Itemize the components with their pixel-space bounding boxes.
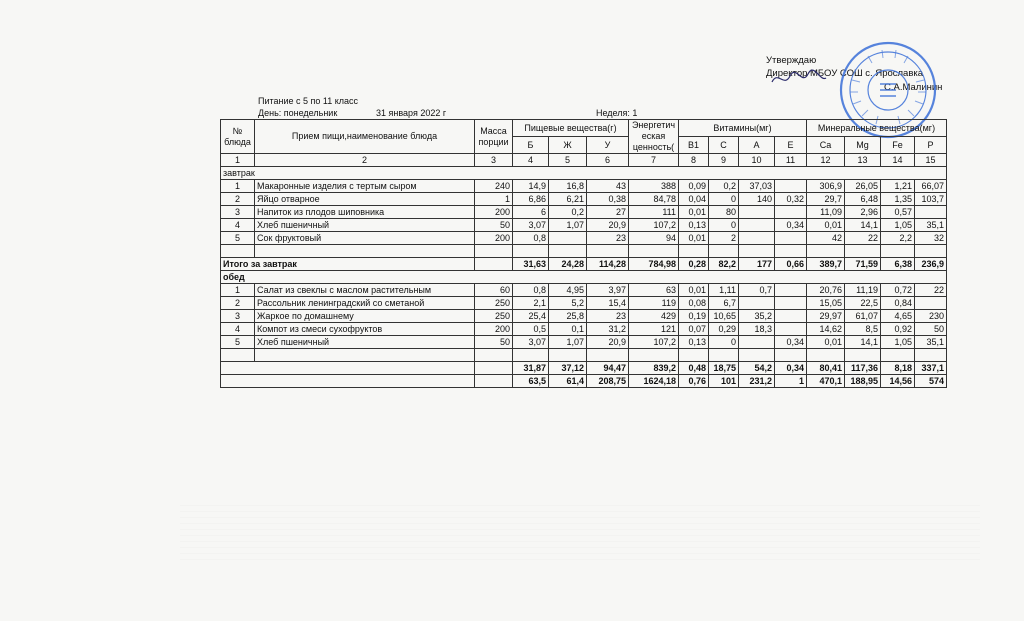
dish-cell [775,310,807,323]
dish-cell [915,206,947,219]
dish-cell: Сок фруктовый [255,232,475,245]
total-cell: 0,34 [775,362,807,375]
dish-cell: 107,2 [629,336,679,349]
dish-cell: 6 [513,206,549,219]
dish-cell: 0,8 [513,284,549,297]
column-number-cell: 1 [221,154,255,167]
total-cell: 1 [775,375,807,388]
dish-cell: Салат из свеклы с маслом растительным [255,284,475,297]
blank-cell [739,349,775,362]
dish-cell: 43 [587,180,629,193]
total-cell: 31,63 [513,258,549,271]
column-number-cell: 2 [255,154,475,167]
total-cell: 177 [739,258,775,271]
blank-row [221,349,947,362]
total-cell: 1624,18 [629,375,679,388]
dish-cell: 20,9 [587,219,629,232]
dish-cell: 16,8 [549,180,587,193]
col-header-p: P [915,137,947,154]
dish-cell: 50 [915,323,947,336]
col-header-mass: Масса порции [475,120,513,154]
column-number-cell: 13 [845,154,881,167]
dish-cell: 6,48 [845,193,881,206]
class-range-label: Питание с 5 по 11 класс [258,96,359,106]
dish-row [221,232,947,245]
total-row [221,258,947,271]
dish-cell: 0,2 [709,180,739,193]
dish-cell: 306,9 [807,180,845,193]
dish-cell: 1 [221,284,255,297]
dish-cell: 388 [629,180,679,193]
dish-cell: Жаркое по домашнему [255,310,475,323]
dish-cell: 0,84 [881,297,915,310]
dish-cell: 0,38 [587,193,629,206]
dish-cell: 63 [629,284,679,297]
total-cell: 80,41 [807,362,845,375]
col-header-e: E [775,137,807,154]
total-cell: 101 [709,375,739,388]
dish-row [221,206,947,219]
dish-cell: 50 [475,336,513,349]
total-cell: 0,76 [679,375,709,388]
dish-cell: 0,01 [679,206,709,219]
blank-cell [629,349,679,362]
dish-row [221,180,947,193]
dish-cell: 200 [475,206,513,219]
dish-cell: 1,05 [881,336,915,349]
dish-cell [775,180,807,193]
total-cell: 236,9 [915,258,947,271]
blank-cell [679,245,709,258]
dish-cell: 0,34 [775,336,807,349]
total-cell: 54,2 [739,362,775,375]
dish-cell: 50 [475,219,513,232]
dish-cell: 0,72 [881,284,915,297]
dish-cell: 31,2 [587,323,629,336]
column-number-cell: 6 [587,154,629,167]
total-cell: 389,7 [807,258,845,271]
dish-cell: 20,9 [587,336,629,349]
blank-cell [221,245,255,258]
dish-cell: 23 [587,310,629,323]
blank-cell [549,245,587,258]
dish-cell: 61,07 [845,310,881,323]
blank-cell [881,245,915,258]
dish-cell: 0,29 [709,323,739,336]
menu-table-body [221,167,947,388]
dish-row [221,336,947,349]
dish-cell: 2 [221,193,255,206]
dish-cell: 1,11 [709,284,739,297]
total-cell: 37,12 [549,362,587,375]
dish-cell: 111 [629,206,679,219]
total-cell: 6,38 [881,258,915,271]
dish-cell: 29,97 [807,310,845,323]
dish-cell: 0,1 [549,323,587,336]
dish-cell: Яйцо отварное [255,193,475,206]
blank-cell [807,245,845,258]
dish-row [221,219,947,232]
dish-cell [775,323,807,336]
total-cell: 208,75 [587,375,629,388]
column-number-cell: 3 [475,154,513,167]
dish-cell: 119 [629,297,679,310]
col-header-number: № блюда [221,120,255,154]
total-label [221,375,475,388]
column-number-cell: 15 [915,154,947,167]
dish-cell: 0,2 [549,206,587,219]
dish-cell: 15,4 [587,297,629,310]
dish-cell: Компот из смеси сухофруктов [255,323,475,336]
dish-cell: 429 [629,310,679,323]
blank-cell [549,349,587,362]
dish-cell: 22,5 [845,297,881,310]
dish-cell: Макаронные изделия с тертым сыром [255,180,475,193]
dish-cell [739,336,775,349]
col-header-ca: Ca [807,137,845,154]
dish-cell: Хлеб пшеничный [255,336,475,349]
dish-cell: 0,32 [775,193,807,206]
dish-cell: Напиток из плодов шиповника [255,206,475,219]
blank-cell [587,349,629,362]
total-cell: 8,18 [881,362,915,375]
dish-cell: 3,07 [513,336,549,349]
col-header-b1: B1 [679,137,709,154]
blank-cell [587,245,629,258]
blank-cell [709,245,739,258]
total-cell: 24,28 [549,258,587,271]
col-header-dish: Прием пищи,наименование блюда [255,120,475,154]
col-header-energy [629,120,679,154]
total-cell: 31,87 [513,362,549,375]
dish-cell: 0,04 [679,193,709,206]
blank-cell [881,349,915,362]
col-header-minerals: Минеральные вещества(мг) [807,120,947,137]
dish-cell: 0 [709,336,739,349]
dish-row [221,193,947,206]
dish-cell: 4,65 [881,310,915,323]
dish-cell: 6,21 [549,193,587,206]
column-number-cell: 5 [549,154,587,167]
dish-cell: 0,8 [513,232,549,245]
dish-cell: 103,7 [915,193,947,206]
total-cell: 0,66 [775,258,807,271]
dish-cell: 2,1 [513,297,549,310]
dish-cell: 29,7 [807,193,845,206]
blank-cell [513,349,549,362]
dish-cell: 22 [915,284,947,297]
column-number-cell: 14 [881,154,915,167]
date-label: 31 января 2022 г [376,108,447,118]
blank-cell [475,349,513,362]
dish-cell [739,297,775,310]
blank-cell [807,349,845,362]
dish-cell [739,219,775,232]
blank-cell [629,245,679,258]
dish-cell: 1,35 [881,193,915,206]
blank-cell [679,349,709,362]
dish-cell: Рассольник ленинградский со сметаной [255,297,475,310]
dish-cell: 5 [221,336,255,349]
dish-row [221,310,947,323]
column-number-cell: 10 [739,154,775,167]
dish-cell: 0,01 [807,219,845,232]
total-cell: 337,1 [915,362,947,375]
total-cell: 0,28 [679,258,709,271]
total-label: Итого за завтрак [221,258,475,271]
total-cell: 231,2 [739,375,775,388]
dish-cell: 2,2 [881,232,915,245]
energy-line-3: ценность( [632,142,675,152]
total-row [221,362,947,375]
dish-cell: 0,01 [679,232,709,245]
blank-cell [475,245,513,258]
dish-cell: Хлеб пшеничный [255,219,475,232]
total-cell: 71,59 [845,258,881,271]
total-cell: 117,36 [845,362,881,375]
signature-icon [768,68,828,90]
approval-title: Утверждаю [766,55,817,66]
day-label: День: понедельник [258,108,338,118]
dish-cell: 4 [221,323,255,336]
col-header-a: A [739,137,775,154]
total-cell: 470,1 [807,375,845,388]
dish-cell: 80 [709,206,739,219]
dish-cell: 60 [475,284,513,297]
dish-row [221,284,947,297]
dish-cell: 0,13 [679,336,709,349]
dish-cell: 230 [915,310,947,323]
dish-cell [775,297,807,310]
total-mass-cell [475,362,513,375]
dish-cell: 42 [807,232,845,245]
column-number-cell: 7 [629,154,679,167]
dish-cell: 0,92 [881,323,915,336]
dish-cell: 3 [221,206,255,219]
dish-cell: 240 [475,180,513,193]
col-header-nutrients: Пищевые вещества(г) [513,120,629,137]
blank-cell [845,349,881,362]
dish-cell: 27 [587,206,629,219]
dish-cell: 0,13 [679,219,709,232]
dish-cell: 14,1 [845,336,881,349]
total-cell: 61,4 [549,375,587,388]
dish-cell: 6,86 [513,193,549,206]
dish-cell: 0,5 [513,323,549,336]
col-header-vitamins: Витамины(мг) [679,120,807,137]
dish-cell: 26,05 [845,180,881,193]
dish-cell: 0 [709,219,739,232]
dish-cell: 94 [629,232,679,245]
energy-line-2: еская [641,131,666,141]
total-cell: 784,98 [629,258,679,271]
scan-noise [180,500,980,560]
dish-cell [915,297,947,310]
dish-cell: 1,21 [881,180,915,193]
blank-cell [255,349,475,362]
energy-line-1: Энергетич [631,120,676,130]
blank-cell [775,349,807,362]
dish-cell: 66,07 [915,180,947,193]
menu-table [220,119,947,388]
dish-cell: 3,07 [513,219,549,232]
dish-cell: 14,1 [845,219,881,232]
blank-cell [739,245,775,258]
dish-cell: 4 [221,219,255,232]
dish-cell: 0,01 [807,336,845,349]
section-title: завтрак [221,167,947,180]
col-header-mg: Mg [845,137,881,154]
dish-cell: 3 [221,310,255,323]
blank-row [221,245,947,258]
dish-cell: 2 [709,232,739,245]
col-header-c: C [709,137,739,154]
total-cell: 574 [915,375,947,388]
dish-cell: 121 [629,323,679,336]
dish-cell [775,284,807,297]
blank-cell [255,245,475,258]
total-mass-cell [475,258,513,271]
dish-cell [549,232,587,245]
total-cell: 82,2 [709,258,739,271]
dish-cell: 2 [221,297,255,310]
total-cell: 839,2 [629,362,679,375]
dish-cell: 14,62 [807,323,845,336]
dish-cell: 4,95 [549,284,587,297]
dish-cell: 0,09 [679,180,709,193]
dish-cell: 1 [221,180,255,193]
dish-cell: 84,78 [629,193,679,206]
blank-cell [221,349,255,362]
dish-cell: 5,2 [549,297,587,310]
col-header-carbs: У [587,137,629,154]
dish-cell: 14,9 [513,180,549,193]
dish-cell: 107,2 [629,219,679,232]
dish-cell: 35,1 [915,219,947,232]
total-cell: 14,56 [881,375,915,388]
dish-cell: 37,03 [739,180,775,193]
dish-cell: 3,97 [587,284,629,297]
dish-cell: 35,2 [739,310,775,323]
dish-cell: 5 [221,232,255,245]
col-header-protein: Б [513,137,549,154]
dish-cell: 200 [475,232,513,245]
dish-cell: 250 [475,310,513,323]
total-mass-cell [475,375,513,388]
col-header-fe: Fe [881,137,915,154]
dish-cell: 140 [739,193,775,206]
blank-cell [775,245,807,258]
dish-cell [739,206,775,219]
total-label [221,362,475,375]
column-number-cell: 8 [679,154,709,167]
dish-cell: 32 [915,232,947,245]
dish-cell: 18,3 [739,323,775,336]
dish-cell: 250 [475,297,513,310]
dish-cell [739,232,775,245]
total-row [221,375,947,388]
dish-cell: 200 [475,323,513,336]
blank-cell [915,245,947,258]
column-number-cell: 11 [775,154,807,167]
blank-cell [845,245,881,258]
dish-cell: 1 [475,193,513,206]
total-cell: 0,48 [679,362,709,375]
dish-cell [775,206,807,219]
dish-cell: 0,19 [679,310,709,323]
dish-cell: 25,8 [549,310,587,323]
dish-cell: 1,07 [549,336,587,349]
dish-row [221,323,947,336]
col-header-fat: Ж [549,137,587,154]
total-cell: 63,5 [513,375,549,388]
dish-cell: 0,34 [775,219,807,232]
dish-cell: 0,07 [679,323,709,336]
column-number-row [221,154,947,167]
total-cell: 188,95 [845,375,881,388]
column-number-cell: 12 [807,154,845,167]
dish-cell: 6,7 [709,297,739,310]
approval-signatory: С.А.Малинин [884,82,943,93]
column-number-cell: 4 [513,154,549,167]
dish-cell: 11,19 [845,284,881,297]
section-title: обед [221,271,947,284]
dish-cell: 0,7 [739,284,775,297]
dish-cell: 1,07 [549,219,587,232]
dish-cell: 35,1 [915,336,947,349]
week-label: Неделя: 1 [596,108,638,118]
blank-cell [709,349,739,362]
blank-cell [915,349,947,362]
dish-cell: 0,01 [679,284,709,297]
section-header-row [221,271,947,284]
dish-cell [775,232,807,245]
dish-row [221,297,947,310]
dish-cell: 20,76 [807,284,845,297]
column-number-cell: 9 [709,154,739,167]
dish-cell: 25,4 [513,310,549,323]
blank-cell [513,245,549,258]
section-header-row [221,167,947,180]
dish-cell: 0,08 [679,297,709,310]
dish-cell: 0,57 [881,206,915,219]
dish-cell: 23 [587,232,629,245]
dish-cell: 0 [709,193,739,206]
dish-cell: 10,65 [709,310,739,323]
dish-cell: 11,09 [807,206,845,219]
dish-cell: 15,05 [807,297,845,310]
dish-cell: 2,96 [845,206,881,219]
total-cell: 94,47 [587,362,629,375]
dish-cell: 22 [845,232,881,245]
dish-cell: 1,05 [881,219,915,232]
approval-position: Директор МБОУ СОШ с. Ярославка [766,68,924,79]
total-cell: 18,75 [709,362,739,375]
dish-cell: 8,5 [845,323,881,336]
total-cell: 114,28 [587,258,629,271]
